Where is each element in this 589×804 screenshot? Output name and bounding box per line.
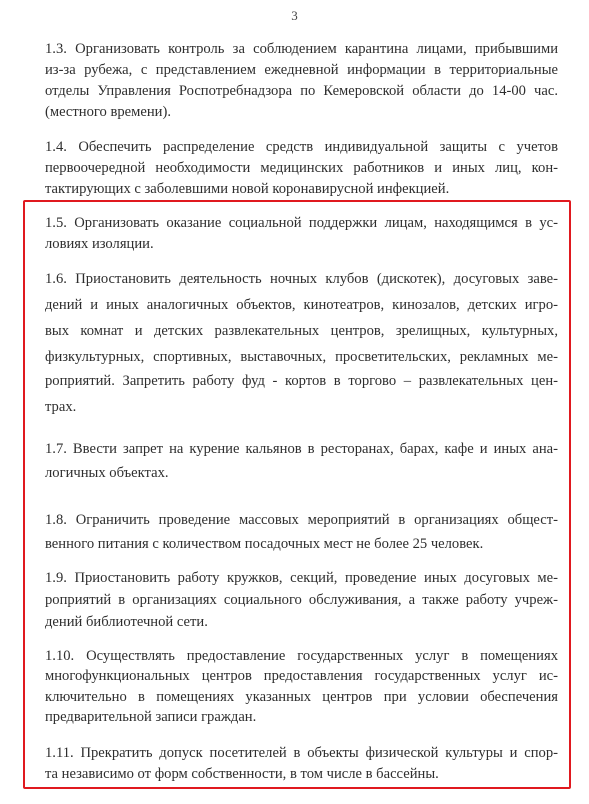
text-line: отделы Управления Роспотребнадзора по Кемеровской области до 14-00 час. — [45, 83, 558, 99]
text-line: логичных объектах. — [45, 465, 169, 481]
text-line: дений и иных аналогичных объектов, кинотеатров, кинозалов, детских игро- — [45, 297, 558, 313]
text-line: 1.6. Приостановить деятельность ночных клубов (дискотек), досуговых заве- — [45, 271, 558, 287]
text-line: 1.3. Организовать контроль за соблюдением карантина лицами, прибывшими — [45, 41, 558, 57]
text-line: первоочередной необходимости медицинских работников и иных лиц, кон- — [45, 160, 558, 176]
text-line: 1.5. Организовать оказание социальной поддержки лицам, находящимся в ус- — [45, 215, 558, 231]
text-line: 1.7. Ввести запрет на курение кальянов в ресторанах, барах, кафе и иных ана- — [45, 441, 558, 457]
text-line: 1.4. Обеспечить распределение средств индивидуальной защиты с учетов — [45, 139, 558, 155]
text-line: венного питания с количеством посадочных мест не более 25 человек. — [45, 536, 484, 552]
text-line: многофункциональных центров предоставления государственных услуг ис- — [45, 668, 558, 684]
text-line: ключительно в помещениях указанных центров при условии обеспечения — [45, 689, 558, 705]
text-line: роприятий. Запретить работу фуд - кортов в торгово – развлекательных цен- — [45, 373, 558, 389]
text-line: тактирующих с заболевшими новой коронавирусной инфекцией. — [45, 181, 450, 197]
text-line: из-за рубежа, с представлением ежедневной информации в территориальные — [45, 62, 558, 78]
text-line: ловиях изоляции. — [45, 236, 154, 252]
text-line: 1.8. Ограничить проведение массовых мероприятий в организациях общест- — [45, 512, 558, 528]
page-number: 3 — [291, 8, 298, 23]
text-line: физкультурных, спортивных, выставочных, просветительских, рекламных ме- — [45, 349, 558, 365]
text-line: 1.11. Прекратить допуск посетителей в объекты физической культуры и спор- — [45, 745, 558, 761]
text-line: трах. — [45, 399, 77, 415]
text-line: 1.10. Осуществлять предоставление государственных услуг в помещениях — [45, 648, 558, 664]
text-line: вых комнат и детских развлекательных центров, зрелищных, культурных, — [45, 323, 558, 339]
text-line: предварительной записи граждан. — [45, 709, 257, 725]
text-line: та независимо от форм собственности, в том числе в бассейны. — [45, 766, 439, 782]
text-line: (местного времени). — [45, 104, 171, 120]
text-line: 1.9. Приостановить работу кружков, секций, проведение иных досуговых ме- — [45, 570, 558, 586]
text-line: дений библиотечной сети. — [45, 614, 208, 630]
text-line: роприятий в организациях социального обслуживания, а также работу учреж- — [45, 592, 558, 608]
